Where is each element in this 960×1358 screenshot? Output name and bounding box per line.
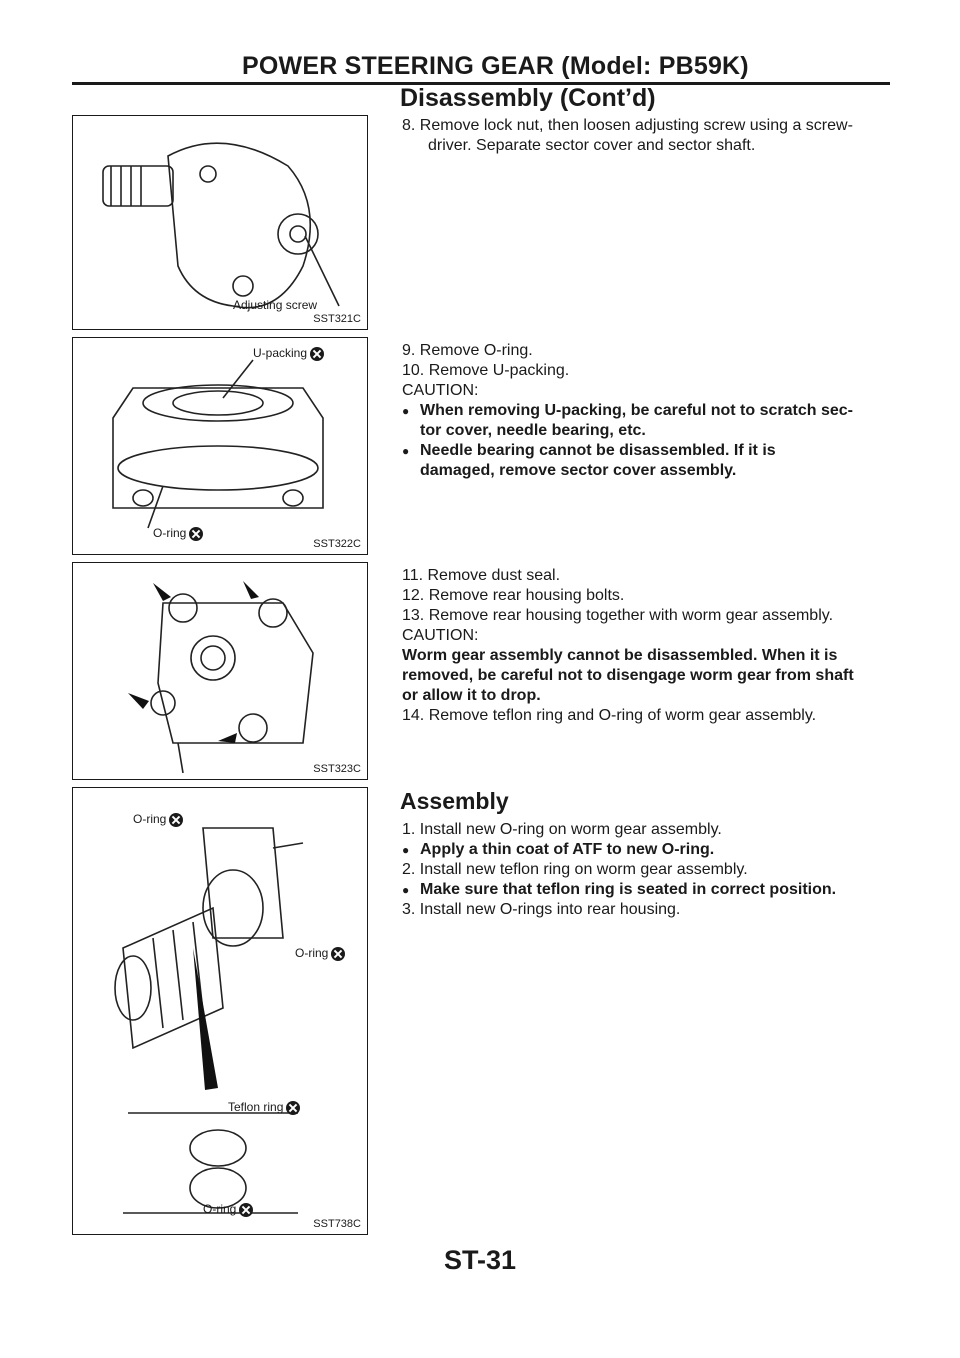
figure-rear-housing-bolts — [72, 562, 368, 780]
caution-bullet: ● Needle bearing cannot be disassembled. If it is — [402, 441, 892, 461]
label-o-ring: O-ring — [153, 526, 203, 541]
figure-code: SST738C — [313, 1218, 361, 1230]
assembly-bullet: ● Make sure that teflon ring is seated in correct position. — [402, 880, 892, 900]
step-8-text: 8. Remove lock nut, then loosen adjusting screw using a screw- driver. Separate sector cover and sector shaft. — [402, 117, 853, 154]
figure-adjusting-screw — [72, 115, 368, 330]
replace-icon — [169, 813, 183, 827]
label-o-ring-1: O-ring — [133, 812, 183, 827]
label-o-ring-2: O-ring — [295, 946, 345, 961]
assembly-text: 1. Install new O-ring on worm gear assembly. ● Apply a thin coat of ATF to new O-ring. 2. Install new teflon ring on worm gear assembly. ● Make sure that teflon ring is seated in correct position. 3. Install new O-rings into rear housing. — [402, 820, 892, 920]
label-o-ring-3: O-ring — [203, 1202, 253, 1217]
assembly-heading: Assembly — [400, 788, 509, 814]
steps-9-10-text: 9. Remove O-ring. 10. Remove U-packing. CAUTION: ● When removing U-packing, be careful not to scratch sec- tor cover, needle bearing, etc. ● Needle bearing cannot be disassembled. If it is damaged, remove sector cover assembly. — [402, 341, 892, 481]
replace-icon — [310, 347, 324, 361]
page-number: ST-31 — [443, 1245, 517, 1275]
worm-gear-illustration — [73, 788, 369, 1236]
sector-cover-section-illustration — [73, 338, 369, 556]
figure-u-packing — [72, 337, 368, 555]
figure-worm-gear-assembly — [72, 787, 368, 1235]
section-subtitle: Disassembly (Cont’d) — [400, 84, 656, 112]
page-header-title: POWER STEERING GEAR (Model: PB59K) — [242, 52, 749, 80]
replace-icon — [331, 947, 345, 961]
figure-code: SST321C — [313, 313, 361, 325]
label-teflon-ring: Teflon ring — [228, 1100, 300, 1115]
replace-icon — [189, 527, 203, 541]
rear-housing-illustration — [73, 563, 369, 781]
steps-11-14-text: 11. Remove dust seal. 12. Remove rear housing bolts. 13. Remove rear housing together with worm gear assembly. CAUTION: Worm gear assembly cannot be disassembled. When it is removed, be careful not to disengage worm gear from shaft or allow it to drop. 14. Remove teflon ring and O-ring of worm gear assembly. — [402, 567, 854, 724]
replace-icon — [286, 1101, 300, 1115]
assembly-bullet: ● Apply a thin coat of ATF to new O-ring. — [402, 840, 892, 860]
figure-code: SST322C — [313, 538, 361, 550]
label-u-packing: U-packing — [253, 346, 324, 361]
caution-bullet: ● When removing U-packing, be careful not to scratch sec- — [402, 401, 892, 421]
label-adjusting-screw: Adjusting screw — [233, 298, 318, 312]
figure-code: SST323C — [313, 763, 361, 775]
replace-icon — [239, 1203, 253, 1217]
sector-cover-illustration — [73, 116, 369, 331]
